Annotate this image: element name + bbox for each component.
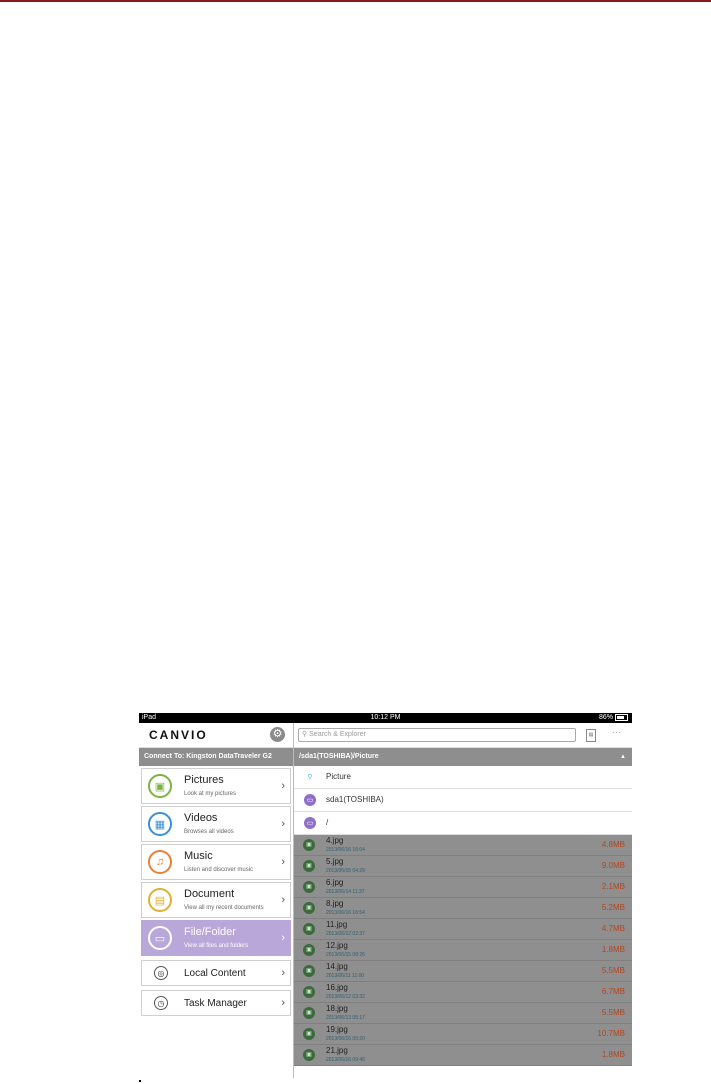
file-name: 19.jpg <box>326 1025 348 1034</box>
sidebar-item-title: Local Content <box>184 968 246 979</box>
sidebar-item-subtitle: Browses all videos <box>184 829 234 835</box>
file-size: 1.8MB <box>601 1050 625 1059</box>
file-date: 2013/06/16 16:54 <box>326 910 365 916</box>
pictures-icon: ▣ <box>148 774 172 798</box>
image-file-icon: ▣ <box>303 965 315 977</box>
sidebar-item-title: Task Manager <box>184 998 247 1009</box>
chevron-right-icon: › <box>281 932 285 944</box>
breadcrumb-label: Picture <box>326 772 351 781</box>
image-file-icon: ▣ <box>303 860 315 872</box>
image-file-icon: ▣ <box>303 1049 315 1061</box>
battery-indicator <box>599 714 628 721</box>
file-name: 12.jpg <box>326 941 348 950</box>
connection-status: Connect To: Kingston DataTraveler G2 <box>139 748 293 766</box>
chevron-right-icon: › <box>281 856 285 868</box>
file-name: 21.jpg <box>326 1046 348 1055</box>
top-toolbar <box>294 723 632 748</box>
file-name: 8.jpg <box>326 899 344 908</box>
file-name: 11.jpg <box>326 920 348 929</box>
image-file-icon: ▣ <box>303 1028 315 1040</box>
file-row[interactable] <box>294 1045 632 1066</box>
videos-icon: ▦ <box>148 812 172 836</box>
sidebar-item-subtitle: View all files and folders <box>184 943 249 949</box>
image-file-icon: ▣ <box>303 881 315 893</box>
breadcrumb-label: sda1(TOSHIBA) <box>326 795 384 804</box>
image-file-icon: ▣ <box>303 902 315 914</box>
gear-icon[interactable]: ⚙ <box>270 727 285 742</box>
file-size: 5.5MB <box>601 966 625 975</box>
file-size: 6.7MB <box>601 987 625 996</box>
image-file-icon: ▣ <box>303 944 315 956</box>
current-path <box>294 748 632 766</box>
file-size: 5.5MB <box>601 1008 625 1017</box>
file-row[interactable] <box>294 856 632 877</box>
file-row[interactable] <box>294 898 632 919</box>
file-row[interactable] <box>294 877 632 898</box>
file-size: 9.0MB <box>601 861 625 870</box>
file-name: 16.jpg <box>326 983 348 992</box>
file-date: 2013/06/16 09:46 <box>326 1057 365 1063</box>
sidebar-item-title: Videos <box>184 812 218 824</box>
drive-icon: ▭ <box>304 794 316 806</box>
sidebar-item-title: File/Folder <box>184 926 236 938</box>
document-icon: ▤ <box>148 888 172 912</box>
sidebar-item-videos[interactable] <box>141 806 291 842</box>
sidebar-item-pictures[interactable] <box>141 768 291 804</box>
more-icon[interactable]: ··· <box>612 727 621 737</box>
mouse-cursor-dot <box>139 1080 141 1082</box>
file-row[interactable] <box>294 982 632 1003</box>
app-logo: CANVIO <box>149 728 208 742</box>
file-size: 4.8MB <box>601 840 625 849</box>
file-date: 2013/06/15 08:26 <box>326 952 365 958</box>
file-date: 2013/06/16 16:04 <box>326 847 365 853</box>
chevron-right-icon: › <box>281 894 285 906</box>
file-name: 5.jpg <box>326 857 344 866</box>
page-top-rule <box>0 0 711 2</box>
file-date: 2013/06/13 05:17 <box>326 1015 365 1021</box>
image-file-icon: ▣ <box>303 986 315 998</box>
collapse-up-icon[interactable]: ▲ <box>620 754 626 760</box>
chevron-right-icon: › <box>281 780 285 792</box>
breadcrumb-item[interactable] <box>294 789 632 812</box>
chevron-right-icon: › <box>281 967 285 979</box>
breadcrumb-item[interactable] <box>294 812 632 835</box>
file-date: 2013/06/12 02:37 <box>326 931 365 937</box>
sidebar-item-task-manager[interactable] <box>141 990 291 1016</box>
sidebar-item-local-content[interactable] <box>141 960 291 986</box>
clock: 10:12 PM <box>370 714 401 721</box>
file-date: 2013/06/14 11:37 <box>326 889 365 895</box>
root-icon: ▭ <box>304 817 316 829</box>
file-name: 14.jpg <box>326 962 348 971</box>
file-date: 2013/06/15 04:29 <box>326 868 365 874</box>
battery-percent: 86% <box>598 714 613 721</box>
chevron-right-icon: › <box>281 818 285 830</box>
document-list-icon[interactable]: ▤ <box>586 729 596 742</box>
sidebar-item-subtitle: Look at my pictures <box>184 791 237 797</box>
file-date: 2013/06/16 05:20 <box>326 1036 365 1042</box>
breadcrumb-label: / <box>326 818 329 827</box>
file-row[interactable] <box>294 835 632 856</box>
sidebar-item-music[interactable] <box>141 844 291 880</box>
sidebar-item-file-folder[interactable] <box>141 920 291 956</box>
task-manager-icon: ◷ <box>154 996 168 1010</box>
music-icon: ♫ <box>148 850 172 874</box>
file-date: 2013/06/11 11:00 <box>326 973 365 979</box>
status-bar <box>139 713 632 723</box>
app-screenshot <box>139 713 632 1078</box>
sidebar-item-title: Document <box>184 888 235 900</box>
sidebar-item-title: Music <box>184 850 213 862</box>
file-size: 10.7MB <box>597 1029 625 1038</box>
device-label: iPad <box>142 714 157 721</box>
sidebar-item-document[interactable] <box>141 882 291 918</box>
image-file-icon: ▣ <box>303 839 315 851</box>
breadcrumb-item[interactable] <box>294 766 632 789</box>
image-file-icon: ▣ <box>303 1007 315 1019</box>
local-content-icon: ◎ <box>154 966 168 980</box>
file-list <box>294 835 632 1066</box>
sidebar-item-title: Pictures <box>184 774 224 786</box>
chevron-right-icon: › <box>281 997 285 1009</box>
file-date: 2013/06/12 03:32 <box>326 994 365 1000</box>
sidebar-item-subtitle: Listen and discover music <box>184 867 254 873</box>
file-name: 6.jpg <box>326 878 344 887</box>
file-row[interactable] <box>294 961 632 982</box>
logo-bar <box>139 723 293 748</box>
file-size: 5.2MB <box>601 903 625 912</box>
search-placeholder: Search & Explorer <box>309 731 366 738</box>
file-size: 2.1MB <box>601 882 625 891</box>
file-row[interactable] <box>294 1024 632 1045</box>
image-file-icon: ▣ <box>303 923 315 935</box>
sidebar <box>139 723 294 1078</box>
search-input[interactable] <box>298 728 576 742</box>
folder-icon: ▭ <box>148 926 172 950</box>
file-name: 18.jpg <box>326 1004 348 1013</box>
search-icon: ⚲ <box>302 731 308 738</box>
sidebar-item-subtitle: View all my recent documents <box>184 905 264 911</box>
file-browser <box>294 723 632 1078</box>
file-row[interactable] <box>294 940 632 961</box>
file-name: 4.jpg <box>326 836 344 845</box>
battery-icon <box>615 714 628 721</box>
location-pin-icon: ⚲ <box>307 774 313 781</box>
file-size: 4.7MB <box>601 924 625 933</box>
file-size: 1.8MB <box>601 945 625 954</box>
file-row[interactable] <box>294 1003 632 1024</box>
file-row[interactable] <box>294 919 632 940</box>
path-label: /sda1(TOSHIBA)/Picture <box>299 753 379 760</box>
